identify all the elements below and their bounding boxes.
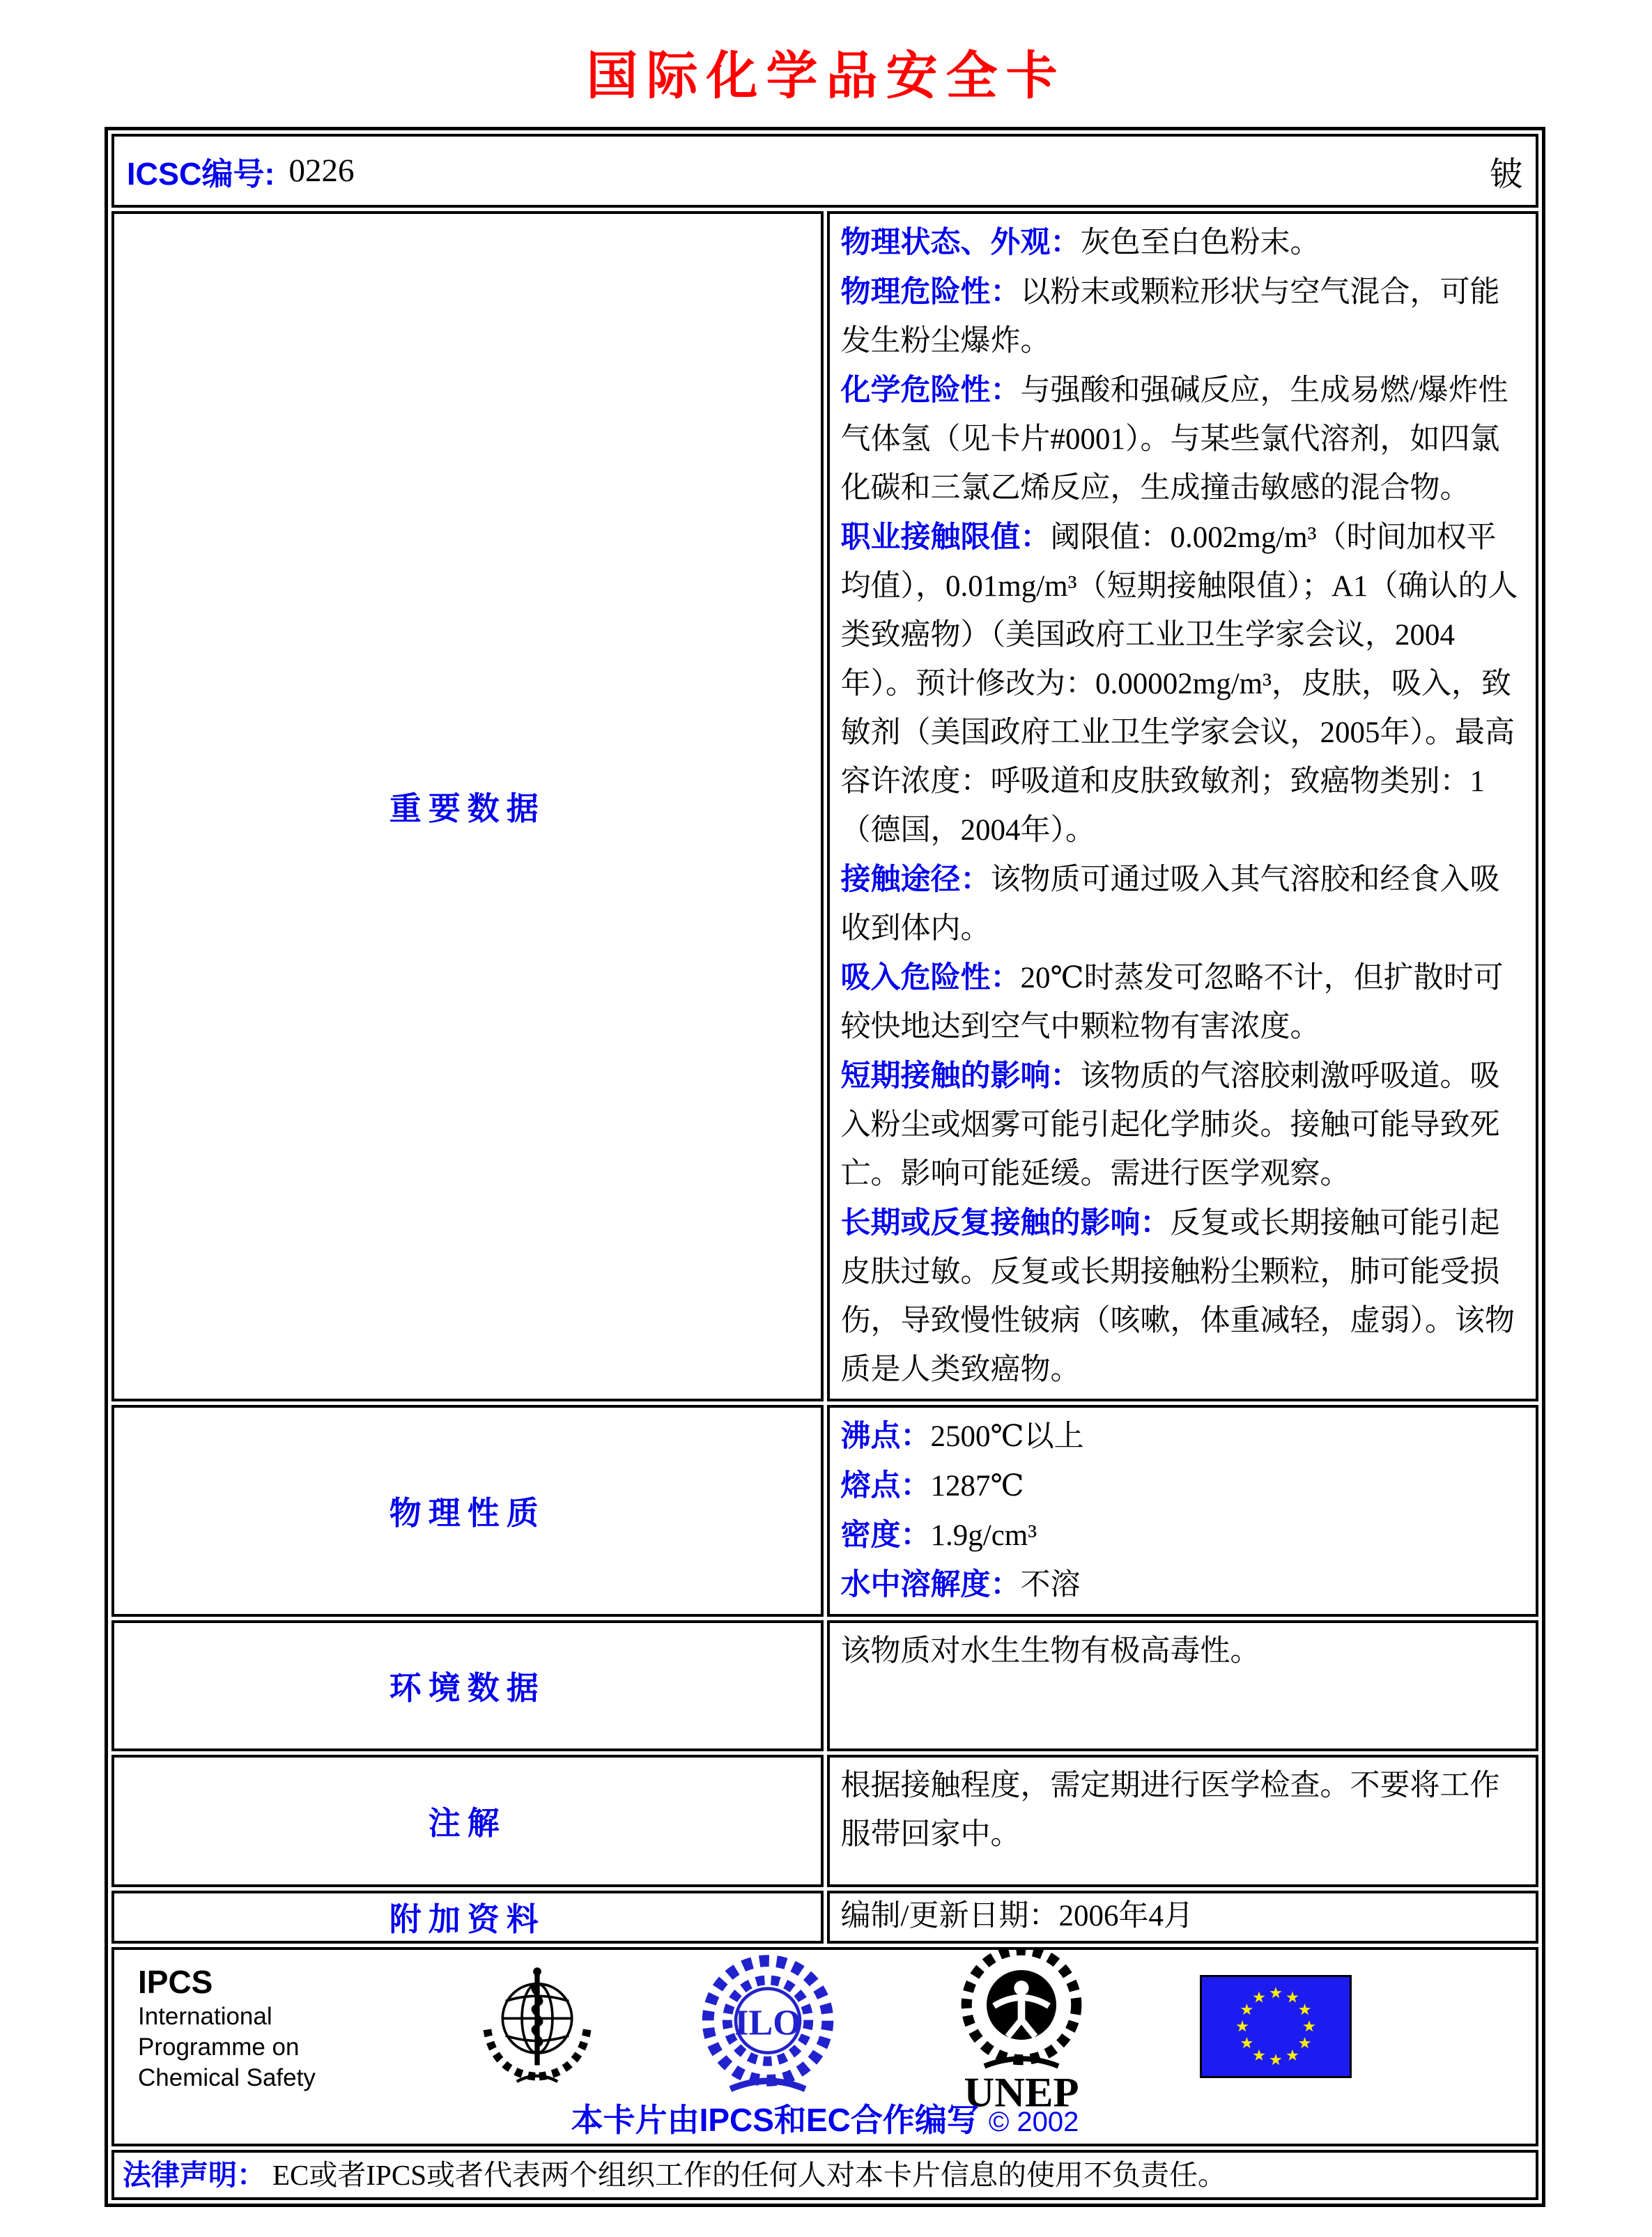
field-line xyxy=(841,1412,1525,1461)
field-line xyxy=(841,855,1525,953)
ipcs-acronym: IPCS xyxy=(138,1964,213,2000)
field-value: 灰色至白色粉末。 xyxy=(1080,226,1320,259)
field-line xyxy=(841,513,1525,855)
legal-cell xyxy=(111,2150,1538,2200)
field-label: 物理危险性： xyxy=(840,275,1021,309)
field-line xyxy=(841,1560,1525,1610)
field-line xyxy=(841,1511,1525,1560)
row-label-cell-notes xyxy=(111,1755,824,1887)
field-line xyxy=(841,366,1525,513)
row-label-additional-info: 附加资料 xyxy=(389,1901,546,1937)
environmental-data-text: 该物质对水生生物有极高毒性。 xyxy=(840,1635,1260,1668)
unep-logo xyxy=(942,1947,1101,2117)
unep-caption: UNEP xyxy=(964,2068,1079,2114)
row-label-cell-additional-info xyxy=(111,1891,824,1944)
field-value: 20℃时蒸发可忽略不计，但扩散时可较快地达到空气中颗粒物有害浓度。 xyxy=(840,962,1504,1043)
legal-label: 法律声明： xyxy=(123,2159,265,2191)
environmental-data-content xyxy=(827,1620,1539,1751)
who-logo xyxy=(471,1960,603,2097)
field-label: 水中溶解度： xyxy=(840,1568,1021,1601)
ilo-logo xyxy=(698,1953,837,2103)
credit-line xyxy=(114,2102,1536,2141)
field-value: 该物质可通过吸入其气溶胶和经食入吸收到体内。 xyxy=(840,863,1500,945)
field-value: 反复或长期接触可能引起皮肤过敏。反复或长期接触粉尘颗粒，肺可能受损伤，导致慢性铍病（咳嗽，体重减轻，虚弱）。该物质是人类致癌物。 xyxy=(840,1207,1515,1386)
field-value: 1287℃ xyxy=(930,1470,1024,1502)
logos-row xyxy=(111,1947,1538,2146)
field-line xyxy=(841,1199,1525,1394)
logo-strip xyxy=(114,1954,1536,2114)
field-label: 熔点： xyxy=(840,1469,931,1502)
notes-text: 根据接触程度，需定期进行医学检查。不要将工作服带回家中。 xyxy=(840,1769,1500,1851)
ipcs-line-2: Programme on xyxy=(138,2034,300,2061)
row-label-cell-environmental-data xyxy=(111,1620,824,1751)
row-label-cell-important-data xyxy=(111,211,824,1401)
important-data-row xyxy=(111,211,1538,1401)
credit-text: 本卡片由IPCS和EC合作编写 xyxy=(571,2102,979,2138)
field-label: 沸点： xyxy=(840,1420,931,1453)
field-value: 1.9g/cm³ xyxy=(930,1519,1037,1552)
field-label: 化学危险性： xyxy=(840,374,1021,407)
additional-info-content xyxy=(827,1891,1539,1944)
icsc-number-value: 0226 xyxy=(288,153,355,189)
ipcs-block xyxy=(138,1962,368,2093)
row-label-physical-properties: 物理性质 xyxy=(389,1495,546,1531)
physical-properties-content xyxy=(827,1405,1539,1617)
additional-info-row xyxy=(111,1891,1538,1944)
additional-info-text: 编制/更新日期：2006年4月 xyxy=(840,1900,1194,1932)
field-value: 该物质的气溶胶刺激呼吸道。吸入粉尘或烟雾可能引起化学肺炎。接触可能导致死亡。影响可能延缓。需进行医学观察。 xyxy=(840,1060,1500,1190)
copyright-text: © 2002 xyxy=(988,2107,1079,2137)
field-value: 不溶 xyxy=(1020,1569,1081,1601)
row-label-environmental-data: 环境数据 xyxy=(389,1670,546,1706)
environmental-data-row xyxy=(111,1620,1538,1751)
field-value: 2500℃以上 xyxy=(930,1420,1084,1453)
field-line xyxy=(841,268,1525,366)
row-label-notes: 注解 xyxy=(428,1805,507,1841)
field-line xyxy=(841,953,1525,1052)
field-label: 短期接触的影响： xyxy=(840,1059,1081,1093)
field-label: 物理状态、外观： xyxy=(840,226,1081,259)
icsc-number-group xyxy=(127,148,355,194)
logos-cell xyxy=(111,1947,1538,2146)
field-value: 阈限值：0.002mg/m³（时间加权平均值），0.01mg/m³（短期接触限值）；A1（确认的人类致癌物）（美国政府工业卫生学家会议，2004年）。预计修改为：0.00002mg/m³，皮肤，吸入，致敏剂（美国政府工业卫生学家会议，2005年）。最高容许浓度：呼吸道和皮肤致敏剂；致癌物类别：1（德国，2004年）。 xyxy=(840,521,1518,847)
row-label-important-data: 重要数据 xyxy=(389,790,546,827)
field-label: 吸入危险性： xyxy=(840,961,1021,994)
header-cell xyxy=(111,134,1538,208)
physical-properties-row xyxy=(111,1405,1538,1617)
eu-flag xyxy=(1200,1975,1352,2082)
field-label: 长期或反复接触的影响： xyxy=(840,1206,1171,1240)
icsc-number-label: ICSC编号: xyxy=(127,155,275,192)
legal-row xyxy=(111,2150,1538,2200)
field-label: 接触途径： xyxy=(840,863,991,896)
row-label-cell-physical-properties xyxy=(111,1405,824,1617)
notes-content xyxy=(827,1755,1539,1887)
ipcs-line-1: International xyxy=(138,2003,272,2030)
ilo-caption: ILO xyxy=(734,2002,801,2043)
field-label: 密度： xyxy=(840,1519,931,1552)
field-line xyxy=(841,218,1525,268)
field-label: 职业接触限值： xyxy=(840,521,1051,554)
field-value: 与强酸和强碱反应，生成易燃/爆炸性气体氢（见卡片#0001）。与某些氯代溶剂，如四氯化碳和三氯乙烯反应，生成撞击敏感的混合物。 xyxy=(840,374,1508,505)
field-line xyxy=(841,1461,1525,1511)
legal-text: EC或者IPCS或者代表两个组织工作的任何人对本卡片信息的使用不负责任。 xyxy=(272,2159,1226,2191)
page-title: 国际化学品安全卡 xyxy=(586,48,1066,105)
field-value: 以粉末或颗粒形状与空气混合，可能发生粉尘爆炸。 xyxy=(840,276,1500,358)
field-line xyxy=(841,1052,1525,1199)
header-row xyxy=(111,134,1538,208)
substance-name: 铍 xyxy=(1489,155,1523,193)
important-data-content xyxy=(827,211,1539,1401)
icsc-card-table xyxy=(105,127,1545,2207)
notes-row xyxy=(111,1755,1538,1887)
ipcs-line-3: Chemical Safety xyxy=(138,2064,316,2091)
